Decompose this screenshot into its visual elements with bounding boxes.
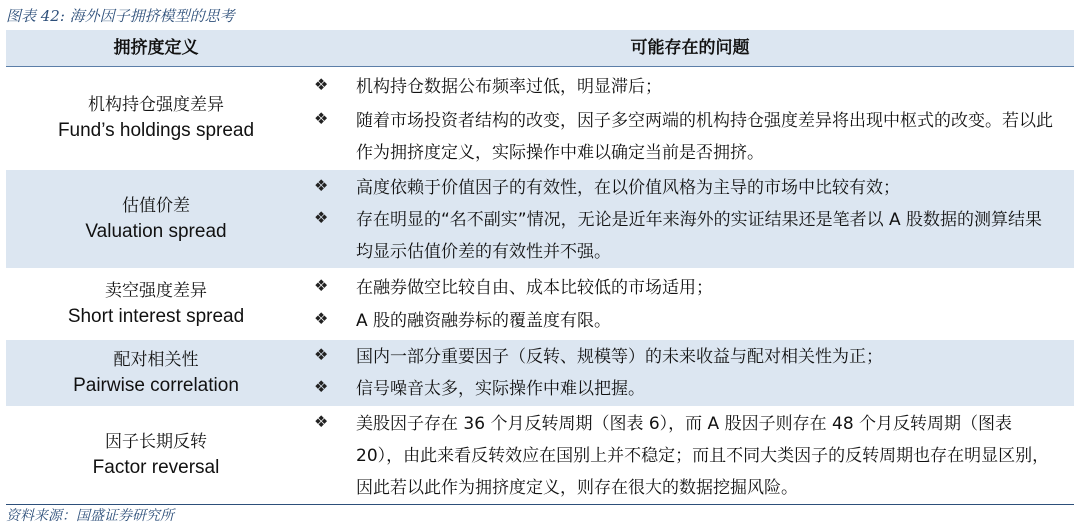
- definition-cn: 配对相关性: [113, 350, 199, 370]
- table-row: [6, 269, 1074, 339]
- definition-en: Fund’s holdings spread: [57, 120, 255, 141]
- definition-en: Pairwise correlation: [73, 375, 239, 396]
- definition-en: Short interest spread: [67, 306, 245, 327]
- definition-en: Valuation spread: [85, 221, 227, 242]
- bullet-icon: ❖: [314, 309, 329, 328]
- definition-cn: 估值价差: [122, 196, 190, 216]
- bullet-icon: ❖: [314, 412, 329, 431]
- bullet-icon: ❖: [314, 377, 329, 396]
- table-row: [6, 340, 1074, 406]
- problem-text: 在融券做空比较自由、成本比较低的市场适用；: [356, 278, 713, 298]
- bullet-icon: ❖: [314, 276, 329, 295]
- header-definition: 拥挤度定义: [113, 38, 199, 58]
- table-header: [6, 30, 1074, 67]
- row-definition: [6, 340, 306, 406]
- definition-en: Factor reversal: [92, 457, 220, 478]
- figure-caption: 图表 42: 海外因子拥挤模型的思考: [6, 4, 1074, 31]
- problem-text: 高度依赖于价值因子的有效性，在以价值风格为主导的市场中比较有效；: [356, 178, 900, 198]
- bullet-icon: ❖: [314, 345, 329, 364]
- header-problems: 可能存在的问题: [630, 38, 750, 58]
- table-row: [6, 407, 1074, 503]
- problem-text: 存在明显的“名不副实”情况，无论是近年来海外的实证结果还是笔者以 A 股数据的测算结果均显示估值价差的有效性并不强。: [356, 210, 1043, 262]
- problem-text: 随着市场投资者结构的改变，因子多空两端的机构持仓强度差异将出现中枢式的改变。若以此作为拥挤度定义，实际操作中难以确定当前是否拥挤。: [356, 111, 1053, 163]
- problem-text: 国内一部分重要因子（反转、规模等）的未来收益与配对相关性为正；: [356, 347, 883, 367]
- definition-cn: 因子长期反转: [105, 432, 207, 452]
- bullet-icon: ❖: [314, 208, 329, 227]
- source-note: 资料来源：国盛证券研究所: [6, 504, 1074, 529]
- definition-cn: 机构持仓强度差异: [88, 95, 224, 115]
- problem-text: 机构持仓数据公布频率过低，明显滞后；: [356, 77, 662, 97]
- row-definition: [6, 407, 306, 503]
- problem-text: 信号噪音太多，实际操作中难以把握。: [356, 379, 645, 399]
- row-definition: [6, 269, 306, 339]
- row-definition: [6, 67, 306, 169]
- table-row: [6, 67, 1074, 169]
- table-row: [6, 170, 1074, 268]
- problem-text: 美股因子存在 36 个月反转周期（图表 6），而 A 股因子则存在 48 个月反转周期（图表 20），由此来看反转效应在国别上并不稳定；而且不同大类因子的反转周期也存在明显区别，因此若以此作为拥挤度定义，则存在很大的数据挖掘风险。: [356, 414, 1050, 498]
- row-definition: [6, 170, 306, 268]
- bullet-icon: ❖: [314, 75, 329, 94]
- bullet-icon: ❖: [314, 176, 329, 195]
- definition-cn: 卖空强度差异: [105, 281, 207, 301]
- bullet-icon: ❖: [314, 109, 329, 128]
- problem-text: A 股的融资融券标的覆盖度有限。: [356, 311, 612, 331]
